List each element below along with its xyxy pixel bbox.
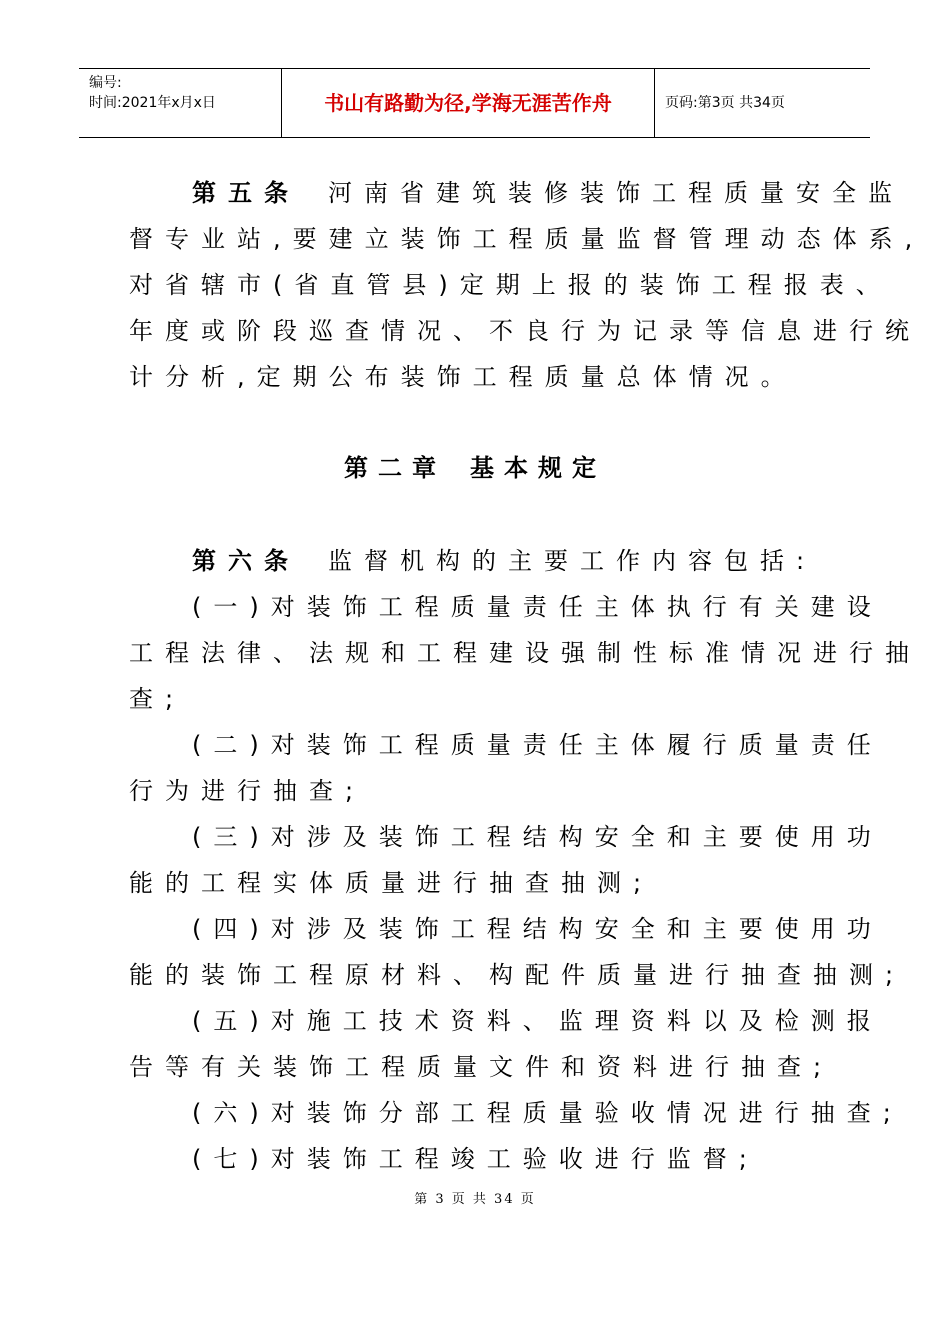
article5-line: 年度或阶段巡查情况、不良行为记录等信息进行统 <box>129 317 921 345</box>
header-page-label: 页码:第3页 共34页 <box>665 95 785 111</box>
list-item-line: (六)对装饰分部工程质量验收情况进行抽查; <box>192 1099 903 1127</box>
list-item-line: (五)对施工技术资料、监理资料以及检测报 <box>192 1007 883 1035</box>
list-item-line: 工程法律、法规和工程建设强制性标准情况进行抽 <box>129 639 921 667</box>
article5-text: 河南省建筑装修装饰工程质量安全监 <box>328 179 904 207</box>
page-footer: 第 3 页 共 34 页 <box>414 1192 536 1207</box>
article5-title: 第五条 <box>192 179 300 207</box>
list-item-line: 查; <box>129 685 186 713</box>
document-date-label: 时间:2021年x月x日 <box>89 95 216 111</box>
article6-line <box>192 538 816 584</box>
list-item-line: 能的装饰工程原材料、构配件质量进行抽查抽测; <box>129 961 906 989</box>
list-item-line: 行为进行抽查; <box>129 777 366 805</box>
chapter-name: 基本规定 <box>470 454 606 482</box>
header-meta <box>89 73 216 113</box>
list-item-line: 告等有关装饰工程质量文件和资料进行抽查; <box>129 1053 834 1081</box>
chapter-heading <box>0 445 950 491</box>
list-item-line: (三)对涉及装饰工程结构安全和主要使用功 <box>192 823 883 851</box>
list-item-line: (四)对涉及装饰工程结构安全和主要使用功 <box>192 915 883 943</box>
chapter-number: 第二章 <box>344 454 446 482</box>
list-item-line: (二)对装饰工程质量责任主体履行质量责任 <box>192 731 883 759</box>
list-item-line: (七)对装饰工程竣工验收进行监督; <box>192 1145 759 1173</box>
article5-line: 对省辖市(省直管县)定期上报的装饰工程报表、 <box>129 271 892 299</box>
header-divider <box>654 69 655 137</box>
list-item-line: 能的工程实体质量进行抽查抽测; <box>129 869 654 897</box>
article5-line: 督专业站,要建立装饰工程质量监督管理动态体系, <box>129 225 925 253</box>
document-number-label: 编号: <box>89 75 122 91</box>
article6-title: 第六条 <box>192 547 300 575</box>
article5-line <box>192 170 904 216</box>
article6-intro: 监督机构的主要工作内容包括: <box>328 547 817 575</box>
header-motto: 书山有路勤为径,学海无涯苦作舟 <box>324 91 612 115</box>
article5-line: 计分析,定期公布装饰工程质量总体情况。 <box>129 363 797 391</box>
list-item-line: (一)对装饰工程质量责任主体执行有关建设 <box>192 593 883 621</box>
page-header <box>79 68 870 138</box>
